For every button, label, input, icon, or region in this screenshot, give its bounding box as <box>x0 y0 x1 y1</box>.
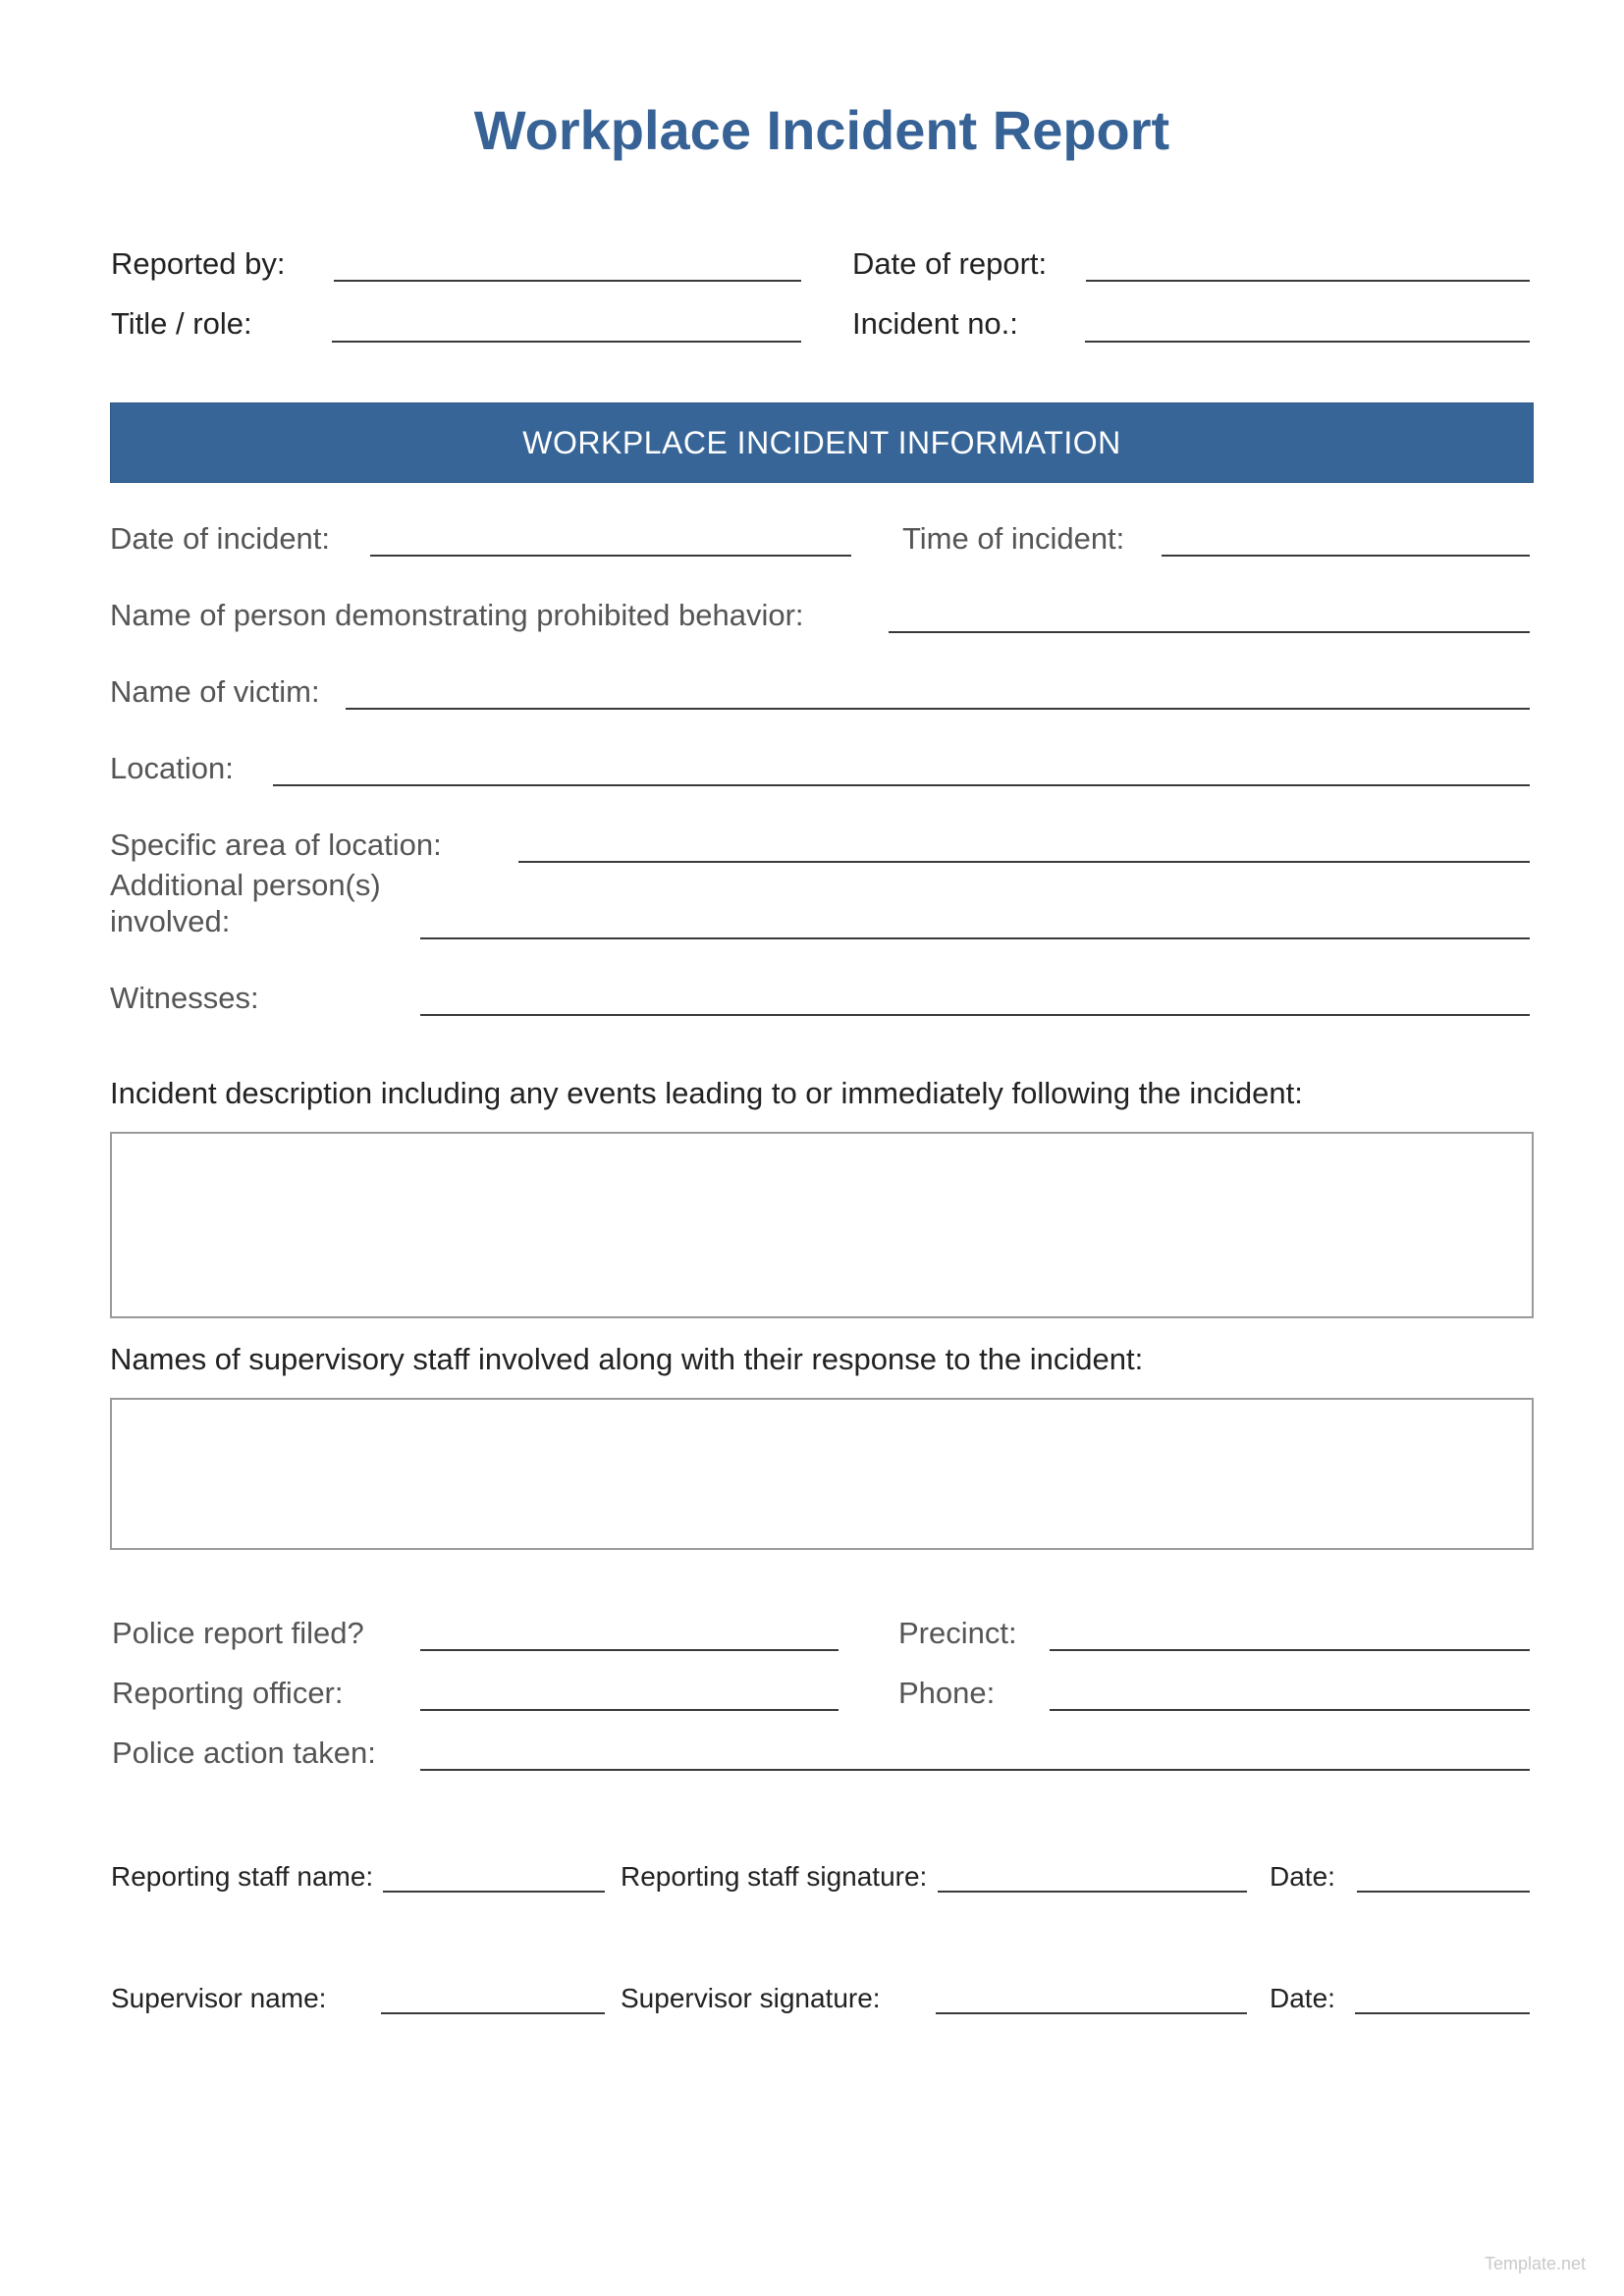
date-label-2: Date: <box>1270 1983 1335 2013</box>
time-of-incident-field[interactable] <box>1162 555 1530 557</box>
location-label: Location: <box>110 751 234 785</box>
title-role-label: Title / role: <box>111 306 252 341</box>
date-field-1[interactable] <box>1357 1891 1530 1893</box>
date-label-1: Date: <box>1270 1861 1335 1892</box>
additional-persons-field[interactable] <box>420 937 1530 939</box>
description-textarea[interactable] <box>110 1132 1534 1318</box>
staff-name-label: Reporting staff name: <box>111 1861 374 1892</box>
witnesses-field[interactable] <box>420 1014 1530 1016</box>
witnesses-label: Witnesses: <box>110 981 259 1015</box>
police-action-field[interactable] <box>420 1769 1530 1771</box>
specific-area-field[interactable] <box>518 861 1530 863</box>
reported-by-label: Reported by: <box>111 246 286 281</box>
reporting-officer-field[interactable] <box>420 1709 839 1711</box>
additional-persons-label-line2: involved: <box>110 904 231 938</box>
section-banner: WORKPLACE INCIDENT INFORMATION <box>110 402 1534 483</box>
staff-signature-field[interactable] <box>938 1891 1247 1893</box>
specific-area-label: Specific area of location: <box>110 828 442 862</box>
supervisor-signature-field[interactable] <box>936 2012 1247 2014</box>
additional-persons-label-line1: Additional person(s) <box>110 868 381 902</box>
prohibited-person-label: Name of person demonstrating prohibited behavior: <box>110 598 804 632</box>
victim-field[interactable] <box>346 708 1530 710</box>
reported-by-field[interactable] <box>334 280 801 282</box>
description-label: Incident description including any events leading to or immediately following the incident: <box>110 1076 1303 1110</box>
precinct-label: Precinct: <box>898 1616 1017 1650</box>
date-of-incident-field[interactable] <box>370 555 851 557</box>
phone-label: Phone: <box>898 1676 996 1710</box>
time-of-incident-label: Time of incident: <box>902 521 1125 556</box>
police-report-filed-field[interactable] <box>420 1649 839 1651</box>
title-role-field[interactable] <box>332 341 801 343</box>
location-field[interactable] <box>273 784 1530 786</box>
date-of-report-label: Date of report: <box>852 246 1048 281</box>
staff-name-field[interactable] <box>383 1891 605 1893</box>
phone-field[interactable] <box>1050 1709 1530 1711</box>
staff-signature-label: Reporting staff signature: <box>621 1861 928 1892</box>
watermark: Template.net <box>1485 2254 1587 2273</box>
prohibited-person-field[interactable] <box>889 631 1530 633</box>
supervisor-name-field[interactable] <box>381 2012 605 2014</box>
page-title: Workplace Incident Report <box>473 99 1170 161</box>
incident-no-label: Incident no.: <box>852 306 1018 341</box>
reporting-officer-label: Reporting officer: <box>112 1676 344 1710</box>
date-of-incident-label: Date of incident: <box>110 521 331 556</box>
precinct-field[interactable] <box>1050 1649 1530 1651</box>
supervisor-signature-label: Supervisor signature: <box>621 1983 881 2013</box>
supervisory-label: Names of supervisory staff involved along with their response to the incident: <box>110 1342 1144 1376</box>
supervisor-name-label: Supervisor name: <box>111 1983 327 2013</box>
police-report-filed-label: Police report filed? <box>112 1616 364 1650</box>
date-field-2[interactable] <box>1355 2012 1530 2014</box>
date-of-report-field[interactable] <box>1086 280 1530 282</box>
supervisory-textarea[interactable] <box>110 1398 1534 1550</box>
police-action-label: Police action taken: <box>112 1735 376 1770</box>
incident-no-field[interactable] <box>1085 341 1530 343</box>
victim-label: Name of victim: <box>110 674 320 709</box>
